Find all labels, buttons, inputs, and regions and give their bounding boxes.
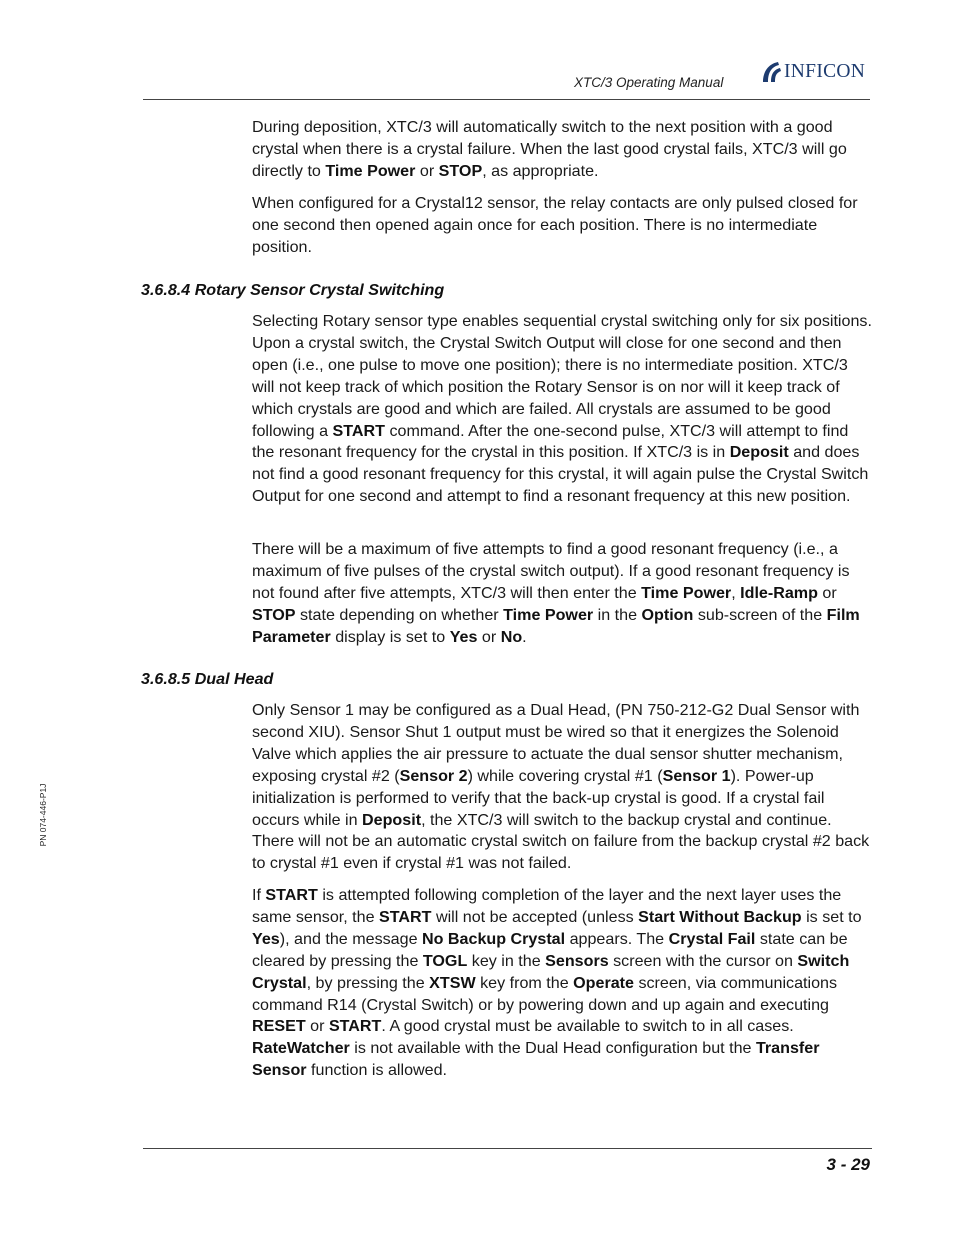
paragraph-crystal12: When configured for a Crystal12 sensor, the relay contacts are only pulsed closed for one second then opened again once for each position. There is no intermediate position.	[252, 194, 858, 256]
bold-term: Start Without Backup	[638, 907, 802, 926]
bold-term: STOP	[438, 161, 483, 180]
inficon-logo	[760, 58, 865, 86]
bold-term: No	[500, 627, 523, 646]
manual-title: XTC/3 Operating Manual	[574, 75, 724, 90]
part-number: PN 074-446-P1J	[38, 783, 48, 847]
bold-term: Operate	[573, 973, 634, 992]
bold-term: Transfer Sensor	[252, 1039, 820, 1080]
paragraph-rotary-switching: Selecting Rotary sensor type enables sequential crystal switching only for six positions. Upon a crystal switch, the Crystal Switch Output will close for one second and then open (i.e., one pulse to move one position); there is no intermediate position. XTC/3 will not keep track of which position the Rotary Sensor is on nor will it keep track of which crystals are good and which are failed. All crystals are assumed to be good following a START command. After the one-second pulse, XTC/3 will attempt to find the resonant frequency for the crystal in this position. If XTC/3 is in Deposit and does not find a good resonant frequency for this crystal, it will again pulse the Crystal Switch Output for one second and attempt to find a resonant frequency at this new position.	[252, 312, 872, 506]
logo-wordmark: INFICON	[784, 61, 866, 83]
bold-term: Time Power	[641, 583, 732, 602]
paragraph-five-attempts: There will be a maximum of five attempts to find a good resonant frequency (i.e., a maximum of five pulses of the crystal switch output). If a good resonant frequency is not found after five attempts, XTC/3 will then enter the Time Power, Idle-Ramp or STOP state depending on whether Time Power in the Option sub-screen of the Film Parameter display is set to Yes or No.	[252, 540, 860, 646]
bold-term: STOP	[252, 605, 296, 624]
header-rule	[143, 99, 870, 100]
bold-term: XTSW	[429, 973, 476, 992]
bold-term: Film Parameter	[252, 605, 860, 646]
bold-term: RateWatcher	[252, 1039, 350, 1058]
paragraph-start-backup: If START is attempted following completion of the layer and the next layer uses the same sensor, the START will not be accepted (unless Start Without Backup is set to Yes), and the message No Backup Crystal appears. The Crystal Fail state can be cleared by pressing the TOGL key in the Sensors screen with the cursor on Switch Crystal, by pressing the XTSW key from the Operate screen, via communications command R14 (Crystal Switch) or by powering down and up again and executing RESET or START. A good crystal must be available to switch to in all cases. RateWatcher is not available with the Dual Head configuration but the Transfer Sensor function is allowed.	[252, 886, 862, 1080]
section-heading-3685: 3.6.8.5 Dual Head	[141, 670, 274, 688]
bold-term: Crystal Fail	[668, 929, 756, 948]
bold-term: Yes	[449, 627, 478, 646]
bold-term: Idle-Ramp	[740, 583, 818, 602]
bold-term: Deposit	[729, 443, 789, 462]
paragraph-dual-head: Only Sensor 1 may be configured as a Dual Head, (PN 750-212-G2 Dual Sensor with second XIU). Sensor Shut 1 output must be wired so that it energizes the Solenoid Valve which applies the air pressure to actuate the dual sensor shutter mechanism, exposing crystal #2 (Sensor 2) while covering crystal #1 (Sensor 1). Power-up initialization is performed to verify that the back-up crystal is good. If a crystal fail occurs while in Deposit, the XTC/3 will switch to the backup crystal and continue. There will not be an automatic crystal switch on failure from the backup crystal #2 back to crystal #1 even if crystal #1 was not failed.	[252, 701, 870, 873]
page-number: 3 - 29	[826, 1155, 870, 1174]
bold-term: Switch Crystal	[252, 951, 850, 992]
bold-term: RESET	[252, 1017, 306, 1036]
footer-rule	[143, 1148, 872, 1149]
bold-term: Yes	[252, 929, 280, 948]
bold-term: Sensors	[545, 951, 609, 970]
bold-term: START	[379, 907, 432, 926]
bold-term: No Backup Crystal	[422, 929, 566, 948]
bold-term: Time Power	[325, 161, 416, 180]
part-number-margin	[37, 780, 49, 850]
bold-term: START	[265, 886, 318, 904]
section-heading-3684: 3.6.8.4 Rotary Sensor Crystal Switching	[141, 281, 445, 299]
bold-term: TOGL	[422, 951, 468, 970]
bold-term: Option	[641, 605, 694, 624]
bold-term: START	[328, 1017, 382, 1036]
bold-term: Sensor 1	[662, 766, 731, 785]
bold-term: Time Power	[503, 605, 594, 624]
paragraph-deposition-switch: During deposition, XTC/3 will automatically switch to the next position with a good crystal when there is a crystal failure. When the last good crystal fails, XTC/3 will go directly to Time Power or STOP, as appropriate.	[252, 118, 847, 180]
bold-term: Sensor 2	[399, 766, 468, 785]
bold-term: Deposit	[362, 810, 422, 829]
inficon-logo-icon	[760, 60, 782, 84]
bold-term: START	[332, 421, 385, 440]
